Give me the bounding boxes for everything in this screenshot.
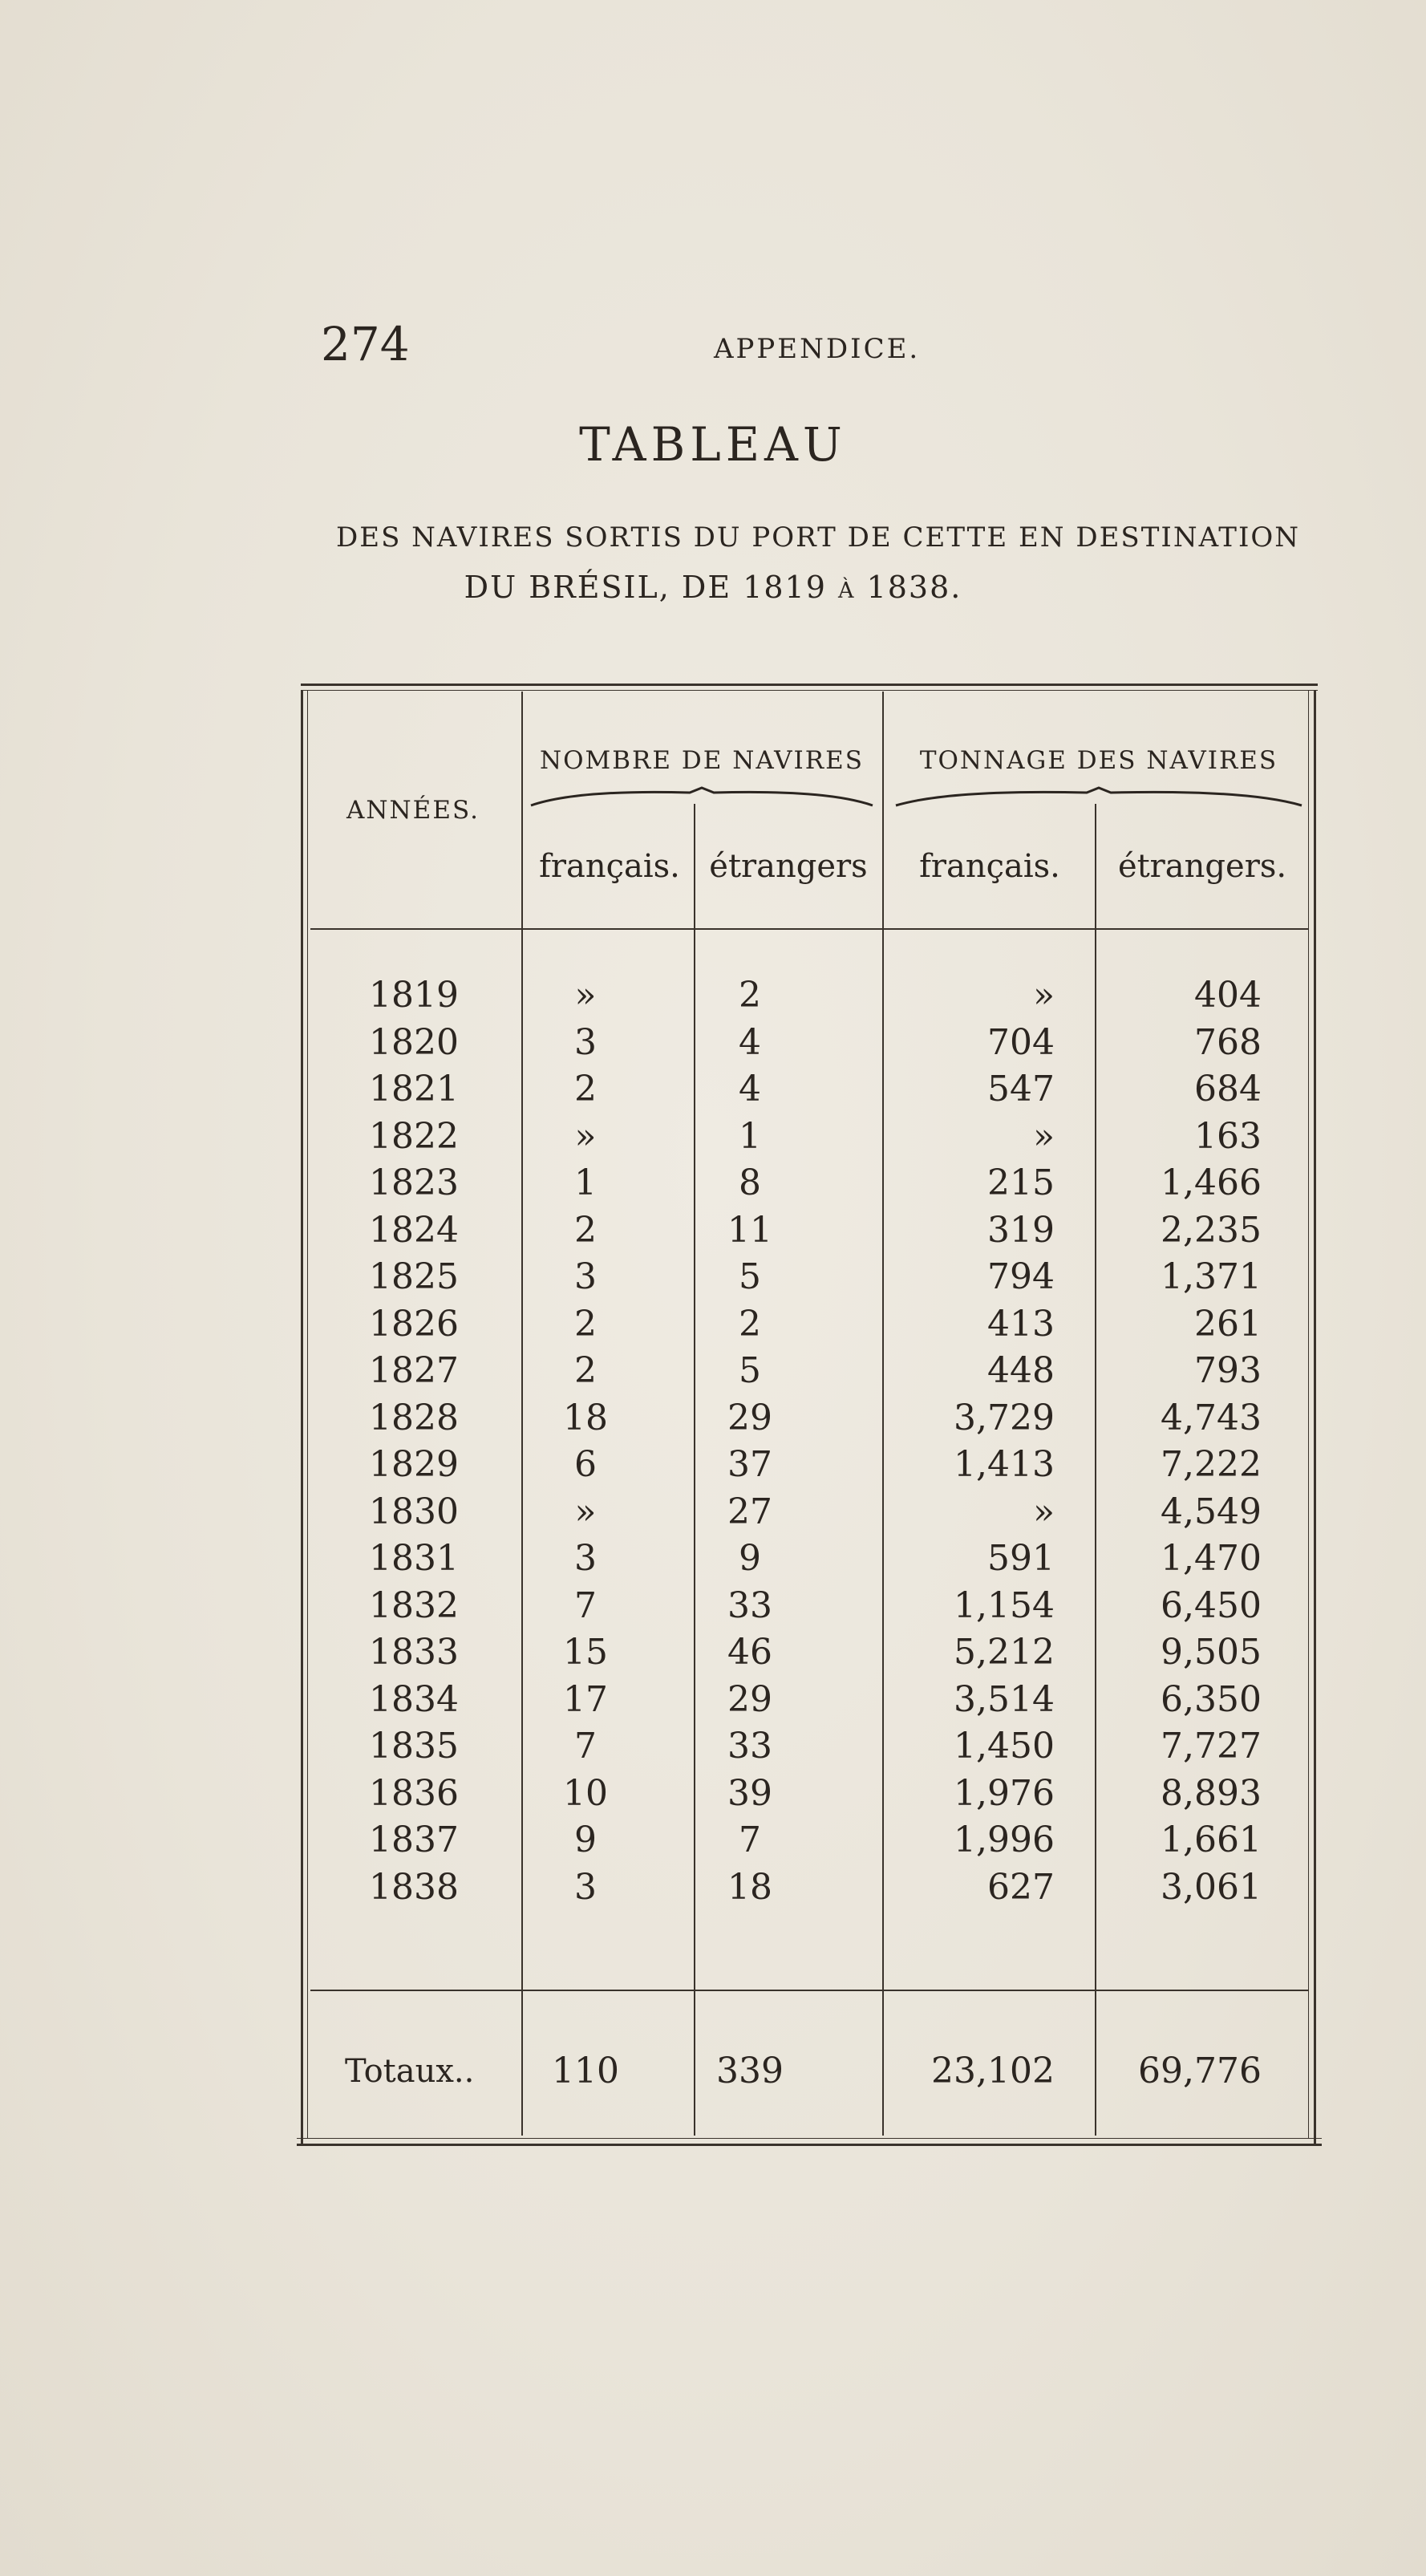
cell-nombre-francais: »	[574, 975, 597, 1016]
totals-tonnage-etrangers: 69,776	[1138, 2051, 1262, 2091]
cell-year: 1830	[369, 1491, 459, 1532]
cell-tonnage-etrangers: 7,222	[1161, 1444, 1262, 1485]
cell-tonnage-etrangers: 4,743	[1161, 1397, 1262, 1438]
table-row	[301, 1535, 1318, 1582]
cell-year: 1833	[369, 1632, 459, 1673]
cell-tonnage-etrangers: 8,893	[1161, 1772, 1262, 1814]
cell-tonnage-etrangers: 163	[1194, 1115, 1262, 1157]
cell-tonnage-francais: 413	[987, 1303, 1055, 1345]
cell-nombre-etrangers: 5	[739, 1350, 761, 1391]
cell-tonnage-etrangers: 3,061	[1161, 1866, 1262, 1908]
table-top-rule	[301, 684, 1318, 686]
cell-nombre-francais: 2	[574, 1069, 597, 1110]
cell-nombre-etrangers: 37	[727, 1444, 772, 1485]
cell-nombre-etrangers: 39	[727, 1772, 772, 1814]
table-row	[301, 1677, 1318, 1723]
table-row	[301, 1864, 1318, 1911]
cell-tonnage-francais: 1,154	[954, 1584, 1055, 1626]
cell-tonnage-francais: 547	[987, 1069, 1055, 1110]
cell-nombre-etrangers: 46	[727, 1632, 772, 1673]
cell-year: 1821	[369, 1069, 459, 1110]
table-row	[301, 1348, 1318, 1394]
table-top-rule-inner	[301, 690, 1318, 691]
cell-tonnage-francais: 794	[987, 1256, 1055, 1297]
table-row	[301, 1817, 1318, 1864]
cell-tonnage-francais: 3,514	[954, 1678, 1055, 1720]
cell-nombre-etrangers: 27	[727, 1491, 772, 1532]
subheader-tonnage-francais: français.	[919, 848, 1060, 885]
totals-label: Totaux..	[345, 2053, 475, 2090]
cell-year: 1836	[369, 1772, 459, 1814]
cell-tonnage-francais: 215	[987, 1162, 1055, 1203]
table-row	[301, 1442, 1318, 1488]
cell-tonnage-francais: 1,413	[954, 1444, 1055, 1485]
cell-nombre-francais: 15	[563, 1632, 608, 1673]
cell-tonnage-etrangers: 1,661	[1161, 1819, 1262, 1860]
cell-year: 1819	[369, 975, 459, 1016]
cell-nombre-francais: 2	[574, 1209, 597, 1251]
cell-tonnage-etrangers: 2,235	[1161, 1209, 1262, 1251]
cell-tonnage-francais: 704	[987, 1021, 1055, 1063]
brace-tonnage	[894, 786, 1303, 807]
totals-tonnage-francais: 23,102	[931, 2051, 1055, 2091]
cell-nombre-francais: 3	[574, 1256, 597, 1297]
cell-nombre-francais: »	[574, 1491, 597, 1532]
cell-tonnage-francais: 1,976	[954, 1772, 1055, 1814]
table-row	[301, 1207, 1318, 1254]
table-subtitle-line2: DU BRÉSIL, DE 1819 à 1838.	[464, 570, 962, 605]
cell-nombre-etrangers: 33	[727, 1584, 772, 1626]
cell-nombre-francais: 1	[574, 1162, 597, 1203]
table-row	[301, 1301, 1318, 1348]
cell-tonnage-etrangers: 1,466	[1161, 1162, 1262, 1203]
cell-nombre-francais: 3	[574, 1866, 597, 1908]
table-row	[301, 1395, 1318, 1442]
cell-nombre-etrangers: 5	[739, 1256, 761, 1297]
cell-tonnage-etrangers: 1,470	[1161, 1538, 1262, 1579]
table-bottom-rule	[297, 2144, 1322, 2146]
subheader-nombre-etrangers: étrangers	[709, 848, 868, 885]
cell-tonnage-francais: 5,212	[954, 1632, 1055, 1673]
table-row	[301, 1629, 1318, 1676]
cell-year: 1837	[369, 1819, 459, 1860]
cell-nombre-etrangers: 11	[727, 1209, 772, 1251]
cell-nombre-etrangers: 29	[727, 1397, 772, 1438]
cell-nombre-francais: 17	[563, 1678, 608, 1720]
cell-year: 1828	[369, 1397, 459, 1438]
cell-nombre-francais: 3	[574, 1538, 597, 1579]
cell-nombre-francais: 18	[563, 1397, 608, 1438]
table-row	[301, 1583, 1318, 1629]
cell-nombre-francais: 7	[574, 1726, 597, 1767]
cell-tonnage-etrangers: 7,727	[1161, 1726, 1262, 1767]
cell-nombre-etrangers: 33	[727, 1726, 772, 1767]
cell-nombre-etrangers: 2	[739, 1303, 761, 1345]
cell-nombre-francais: 3	[574, 1021, 597, 1063]
cell-nombre-etrangers: 4	[739, 1021, 761, 1063]
cell-year: 1824	[369, 1209, 459, 1251]
cell-nombre-etrangers: 8	[739, 1162, 761, 1203]
cell-nombre-francais: 6	[574, 1444, 597, 1485]
subheader-nombre-francais: français.	[539, 848, 680, 885]
cell-nombre-francais: 10	[563, 1772, 608, 1814]
table-bottom-rule-inner	[297, 2138, 1322, 2139]
table-row	[301, 1114, 1318, 1160]
cell-year: 1834	[369, 1678, 459, 1720]
cell-year: 1831	[369, 1538, 459, 1579]
cell-tonnage-francais: »	[1033, 975, 1055, 1016]
table-row	[301, 1254, 1318, 1300]
cell-nombre-etrangers: 4	[739, 1069, 761, 1110]
cell-tonnage-francais: 627	[987, 1866, 1055, 1908]
table-row	[301, 1771, 1318, 1817]
cell-year: 1832	[369, 1584, 459, 1626]
cell-tonnage-etrangers: 6,350	[1161, 1678, 1262, 1720]
cell-year: 1822	[369, 1115, 459, 1157]
table-row	[301, 972, 1318, 1019]
cell-nombre-etrangers: 18	[727, 1866, 772, 1908]
cell-tonnage-etrangers: 261	[1194, 1303, 1262, 1345]
cell-tonnage-etrangers: 6,450	[1161, 1584, 1262, 1626]
cell-tonnage-francais: 1,450	[954, 1726, 1055, 1767]
cell-tonnage-francais: 591	[987, 1538, 1055, 1579]
table-row	[301, 1160, 1318, 1207]
cell-year: 1825	[369, 1256, 459, 1297]
cell-tonnage-francais: »	[1033, 1491, 1055, 1532]
cell-nombre-etrangers: 1	[739, 1115, 761, 1157]
cell-nombre-etrangers: 29	[727, 1678, 772, 1720]
cell-tonnage-etrangers: 684	[1194, 1069, 1262, 1110]
cell-nombre-etrangers: 2	[739, 975, 761, 1016]
cell-tonnage-etrangers: 768	[1194, 1021, 1262, 1063]
cell-year: 1835	[369, 1726, 459, 1767]
cell-tonnage-francais: 448	[987, 1350, 1055, 1391]
totals-nombre-etrangers: 339	[716, 2051, 784, 2091]
cell-tonnage-etrangers: 1,371	[1161, 1256, 1262, 1297]
running-head: APPENDICE.	[714, 333, 921, 365]
cell-nombre-etrangers: 7	[739, 1819, 761, 1860]
cell-nombre-francais: 9	[574, 1819, 597, 1860]
header-annees: ANNÉES.	[346, 796, 480, 825]
brace-nombre	[529, 786, 874, 807]
page-header	[321, 317, 1323, 373]
cell-year: 1829	[369, 1444, 459, 1485]
cell-nombre-francais: 2	[574, 1303, 597, 1345]
header-rule	[310, 928, 1308, 930]
table-row	[301, 1489, 1318, 1535]
table-row	[301, 1723, 1318, 1770]
header-nombre-de-navires: NOMBRE DE NAVIRES	[539, 746, 865, 775]
page-number: 274	[321, 317, 410, 371]
cell-tonnage-etrangers: 404	[1194, 975, 1262, 1016]
table-title: TABLEAU	[579, 417, 847, 472]
cell-tonnage-francais: »	[1033, 1115, 1055, 1157]
cell-year: 1823	[369, 1162, 459, 1203]
cell-nombre-francais: 7	[574, 1584, 597, 1626]
cell-year: 1820	[369, 1021, 459, 1063]
cell-year: 1827	[369, 1350, 459, 1391]
cell-year: 1826	[369, 1303, 459, 1345]
cell-tonnage-francais: 319	[987, 1209, 1055, 1251]
cell-tonnage-francais: 3,729	[954, 1397, 1055, 1438]
cell-nombre-francais: 2	[574, 1350, 597, 1391]
header-tonnage-des-navires: TONNAGE DES NAVIRES	[919, 746, 1278, 775]
subheader-tonnage-etrangers: étrangers.	[1117, 848, 1287, 885]
cell-tonnage-etrangers: 793	[1194, 1350, 1262, 1391]
table-row	[301, 1066, 1318, 1113]
cell-year: 1838	[369, 1866, 459, 1908]
cell-nombre-francais: »	[574, 1115, 597, 1157]
table-row	[301, 1020, 1318, 1066]
cell-tonnage-francais: 1,996	[954, 1819, 1055, 1860]
ships-table	[301, 684, 1318, 2152]
cell-tonnage-etrangers: 9,505	[1161, 1632, 1262, 1673]
cell-tonnage-etrangers: 4,549	[1161, 1491, 1262, 1532]
totals-rule	[310, 1990, 1308, 1991]
table-subtitle-line1: DES NAVIRES SORTIS DU PORT DE CETTE EN DESTINATION	[336, 521, 1300, 554]
totals-row	[301, 2039, 1318, 2103]
cell-nombre-etrangers: 9	[739, 1538, 761, 1579]
totals-nombre-francais: 110	[552, 2051, 619, 2091]
